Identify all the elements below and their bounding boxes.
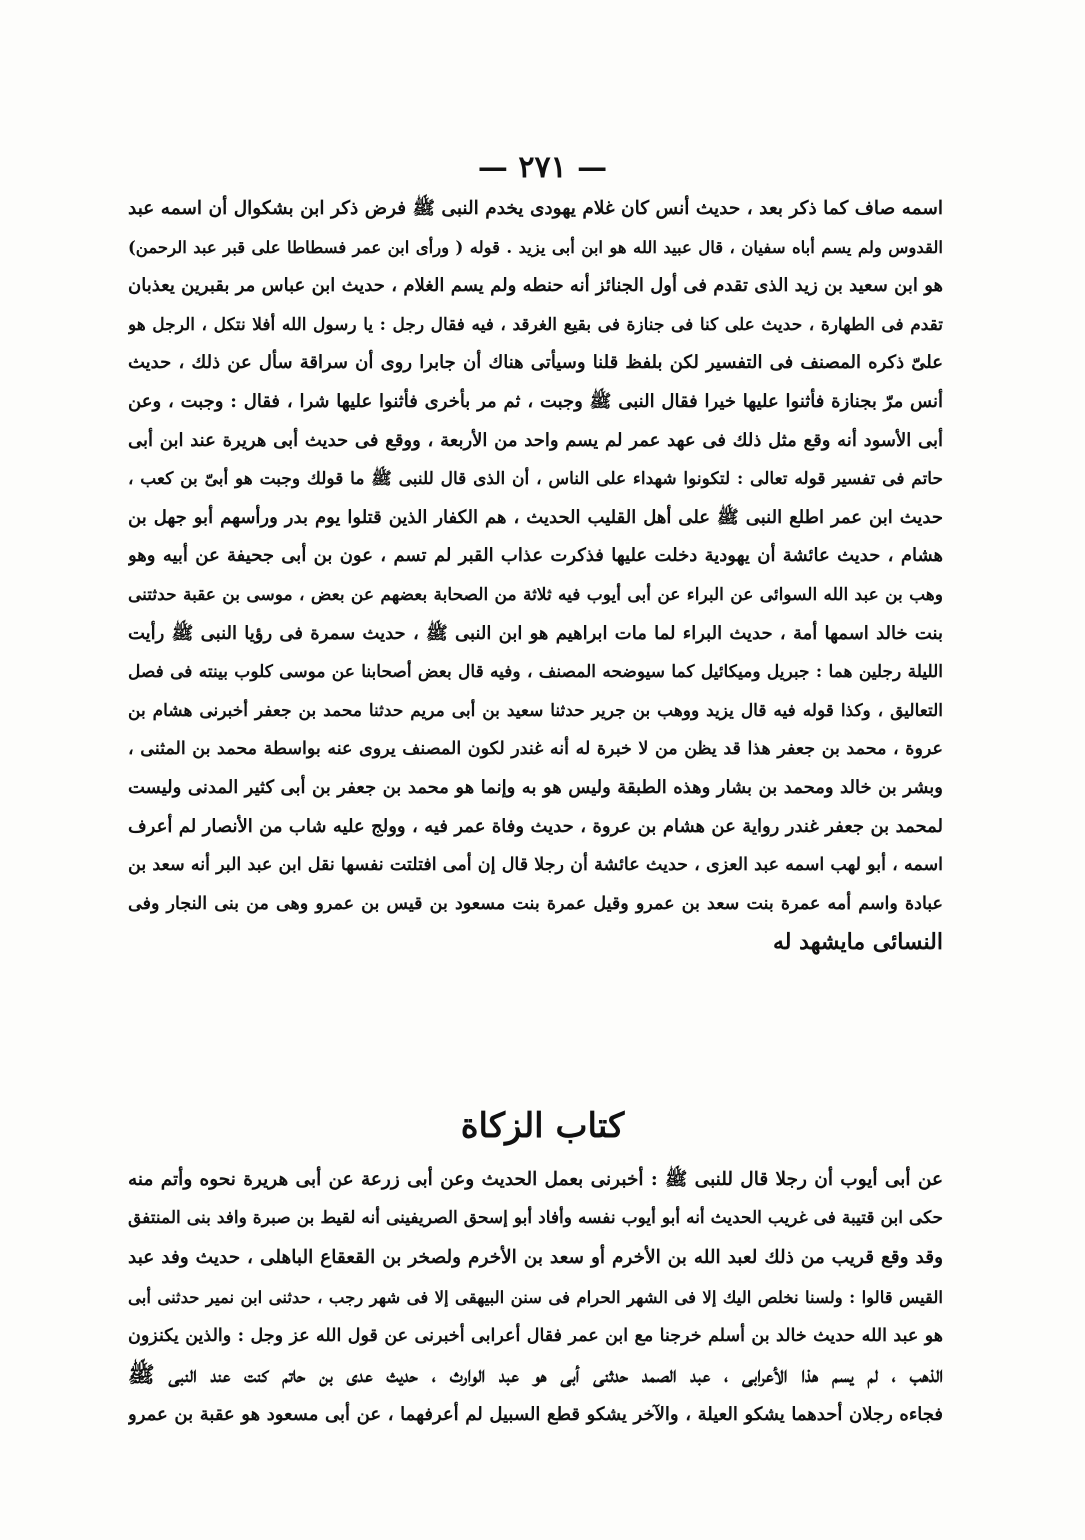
text-line: وبشر بن خالد ومحمد بن بشار وهذه الطبقة وليس هو به وإنما هو محمد بن جعفر بن أبى كثير المدنى وليست — [128, 776, 943, 798]
text-line: هشام ، حديث عائشة أن يهودية دخلت عليها فذكرت عذاب القبر لم تسم ، عون بن أبى جحيفة عن أبيه وهو — [128, 545, 943, 567]
page-number: — ٢٧١ — — [477, 150, 608, 185]
text-line: القيس قالوا : ولسنا نخلص اليك إلا فى الشهر الحرام فى سنن البيهقى إلا فى شهر رجب ، حدثنى ابن نمير حدثنى أبى — [128, 1287, 943, 1307]
text-line: النسائى مايشهد له — [773, 929, 943, 956]
text-line: اسمه ، أبو لهب اسمه عبد العزى ، حديث عائشة أن رجلا قال إن أمى افتلتت نفسها نقل ابن عبد البر أنه سعد بن — [128, 855, 943, 876]
text-line: عن أبى أيوب أن رجلا قال للنبى ﷺ : أخبرنى بعمل الحديث وعن أبى زرعة عن أبى هريرة نحوه وأتم منه — [128, 1169, 943, 1190]
text-line: عبادة واسم أمه عمرة بنت سعد بن عمرو وقيل عمرة بنت مسعود بن قيس بن عمرو وهى من بنى النجار وفى — [128, 893, 943, 914]
text-line: تقدم فى الطهارة ، حديث على كنا فى جنازة فى بقيع الغرقد ، فيه فقال رجل : يا رسول الله أفلا نتكل ، الرجل هو — [128, 314, 943, 335]
text-line: وهب بن عبد الله السوائى عن البراء عن أبى أيوب فيه ثلاثة من الصحابة بعضهم عن بعض ، موسى بن عقبة حدثتنى — [128, 584, 943, 605]
text-line: هو عبد الله حديث خالد بن أسلم خرجنا مع ابن عمر فقال أعرابى أخبرنى عن قول الله عز وجل : والذين يكنزون — [128, 1325, 943, 1346]
text-line: حكى ابن قتيبة فى غريب الحديث أنه أبو أيوب نفسه وأفاد أبو إسحق الصريفينى أنه لقيط بن صبرة وافد بنى المنتفق — [128, 1208, 943, 1229]
section-text-block — [128, 1160, 943, 1434]
text-line: حديث ابن عمر اطلع النبى ﷺ على أهل القليب الحديث ، هم الكفار الذين قتلوا يوم بدر ورأسهم أبو جهل بن — [128, 506, 943, 528]
section-heading: كتاب الزكاة — [460, 1106, 625, 1146]
text-line: أنس مرّ بجنازة فأثنوا عليها خيرا فقال النبى ﷺ وجبت ، ثم مر بأخرى فأثنوا عليها شرا ، فقال : وجبت ، وعن — [128, 390, 943, 412]
text-line: الليلة رجلين هما : جبريل وميكائيل كما سيوضحه المصنف ، وفيه قال بعض أصحابنا عن موسى كلوب بينته فى فصل — [128, 662, 943, 683]
text-line: التعاليق ، وكذا قوله فيه قال يزيد ووهب بن جرير حدثنا سعيد بن أبى مريم حدثنا محمد بن جعفر أخبرنى هشام بن — [128, 700, 943, 721]
text-line: لمحمد بن جعفر غندر رواية عن هشام بن عروة ، حديث وفاة عمر فيه ، وولج عليه شاب من الأنصار لم أعرف — [128, 815, 943, 837]
commentary-text-block — [128, 190, 943, 962]
text-line: الذهب ، لم يسم هذا الأعرابى ، عبد الصمد حدثنى أبى هو عبد الوارث ، حديث عدى بن حاتم كنت عند النبى ﷺ — [128, 1361, 943, 1388]
text-line: القدوس ولم يسم أباه سفيان ، قال عبيد الله هو ابن أبى يزيد . قوله ( ورأى ابن عمر فسطاطا على قبر عبد الرحمن) — [128, 237, 943, 257]
text-line: هو ابن سعيد بن زيد الذى تقدم فى أول الجنائز أنه حنطه ولم يسم الغلام ، حديث ابن عباس مر بقبرين يعذبان — [128, 275, 943, 297]
text-line: اسمه صاف كما ذكر بعد ، حديث أنس كان غلام يهودى يخدم النبى ﷺ فرض ذكر ابن بشكوال أن اسمه عبد — [128, 198, 943, 219]
text-line: عروة ، محمد بن جعفر هذا قد يظن من لا خبرة له أنه غندر لكون المصنف يروى عنه بواسطة محمد بن المثنى ، — [128, 739, 943, 760]
text-line: حاتم فى تفسير قوله تعالى : لتكونوا شهداء على الناس ، أن الذى قال للنبى ﷺ ما قولك وجبت هو أبىّ بن كعب ، — [128, 469, 943, 490]
text-line: بنت خالد اسمها أمة ، حديث البراء لما مات ابراهيم هو ابن النبى ﷺ ، حديث سمرة فى رؤيا النبى ﷺ رأيت — [128, 622, 943, 644]
text-line: أبى الأسود أنه وقع مثل ذلك فى عهد عمر لم يسم واحد من الأربعة ، ووقع فى حديث أبى هريرة عند ابن أبى — [128, 429, 943, 451]
text-line: علىّ ذكره المصنف فى التفسير لكن بلفظ قلنا وسيأتى هناك أن جابرا روى أن سراقة سأل عن ذلك ، حديث — [128, 352, 943, 374]
text-line: فجاءه رجلان أحدهما يشكو العيلة ، والآخر يشكو قطع السبيل لم أعرفهما ، عن أبى مسعود هو عقبة بن عمرو — [128, 1404, 943, 1426]
text-line: وقد وقع قريب من ذلك لعبد الله بن الأخرم أو سعد بن الأخرم ولصخر بن القعقاع الباهلى ، حديث وفد عبد — [128, 1247, 943, 1269]
